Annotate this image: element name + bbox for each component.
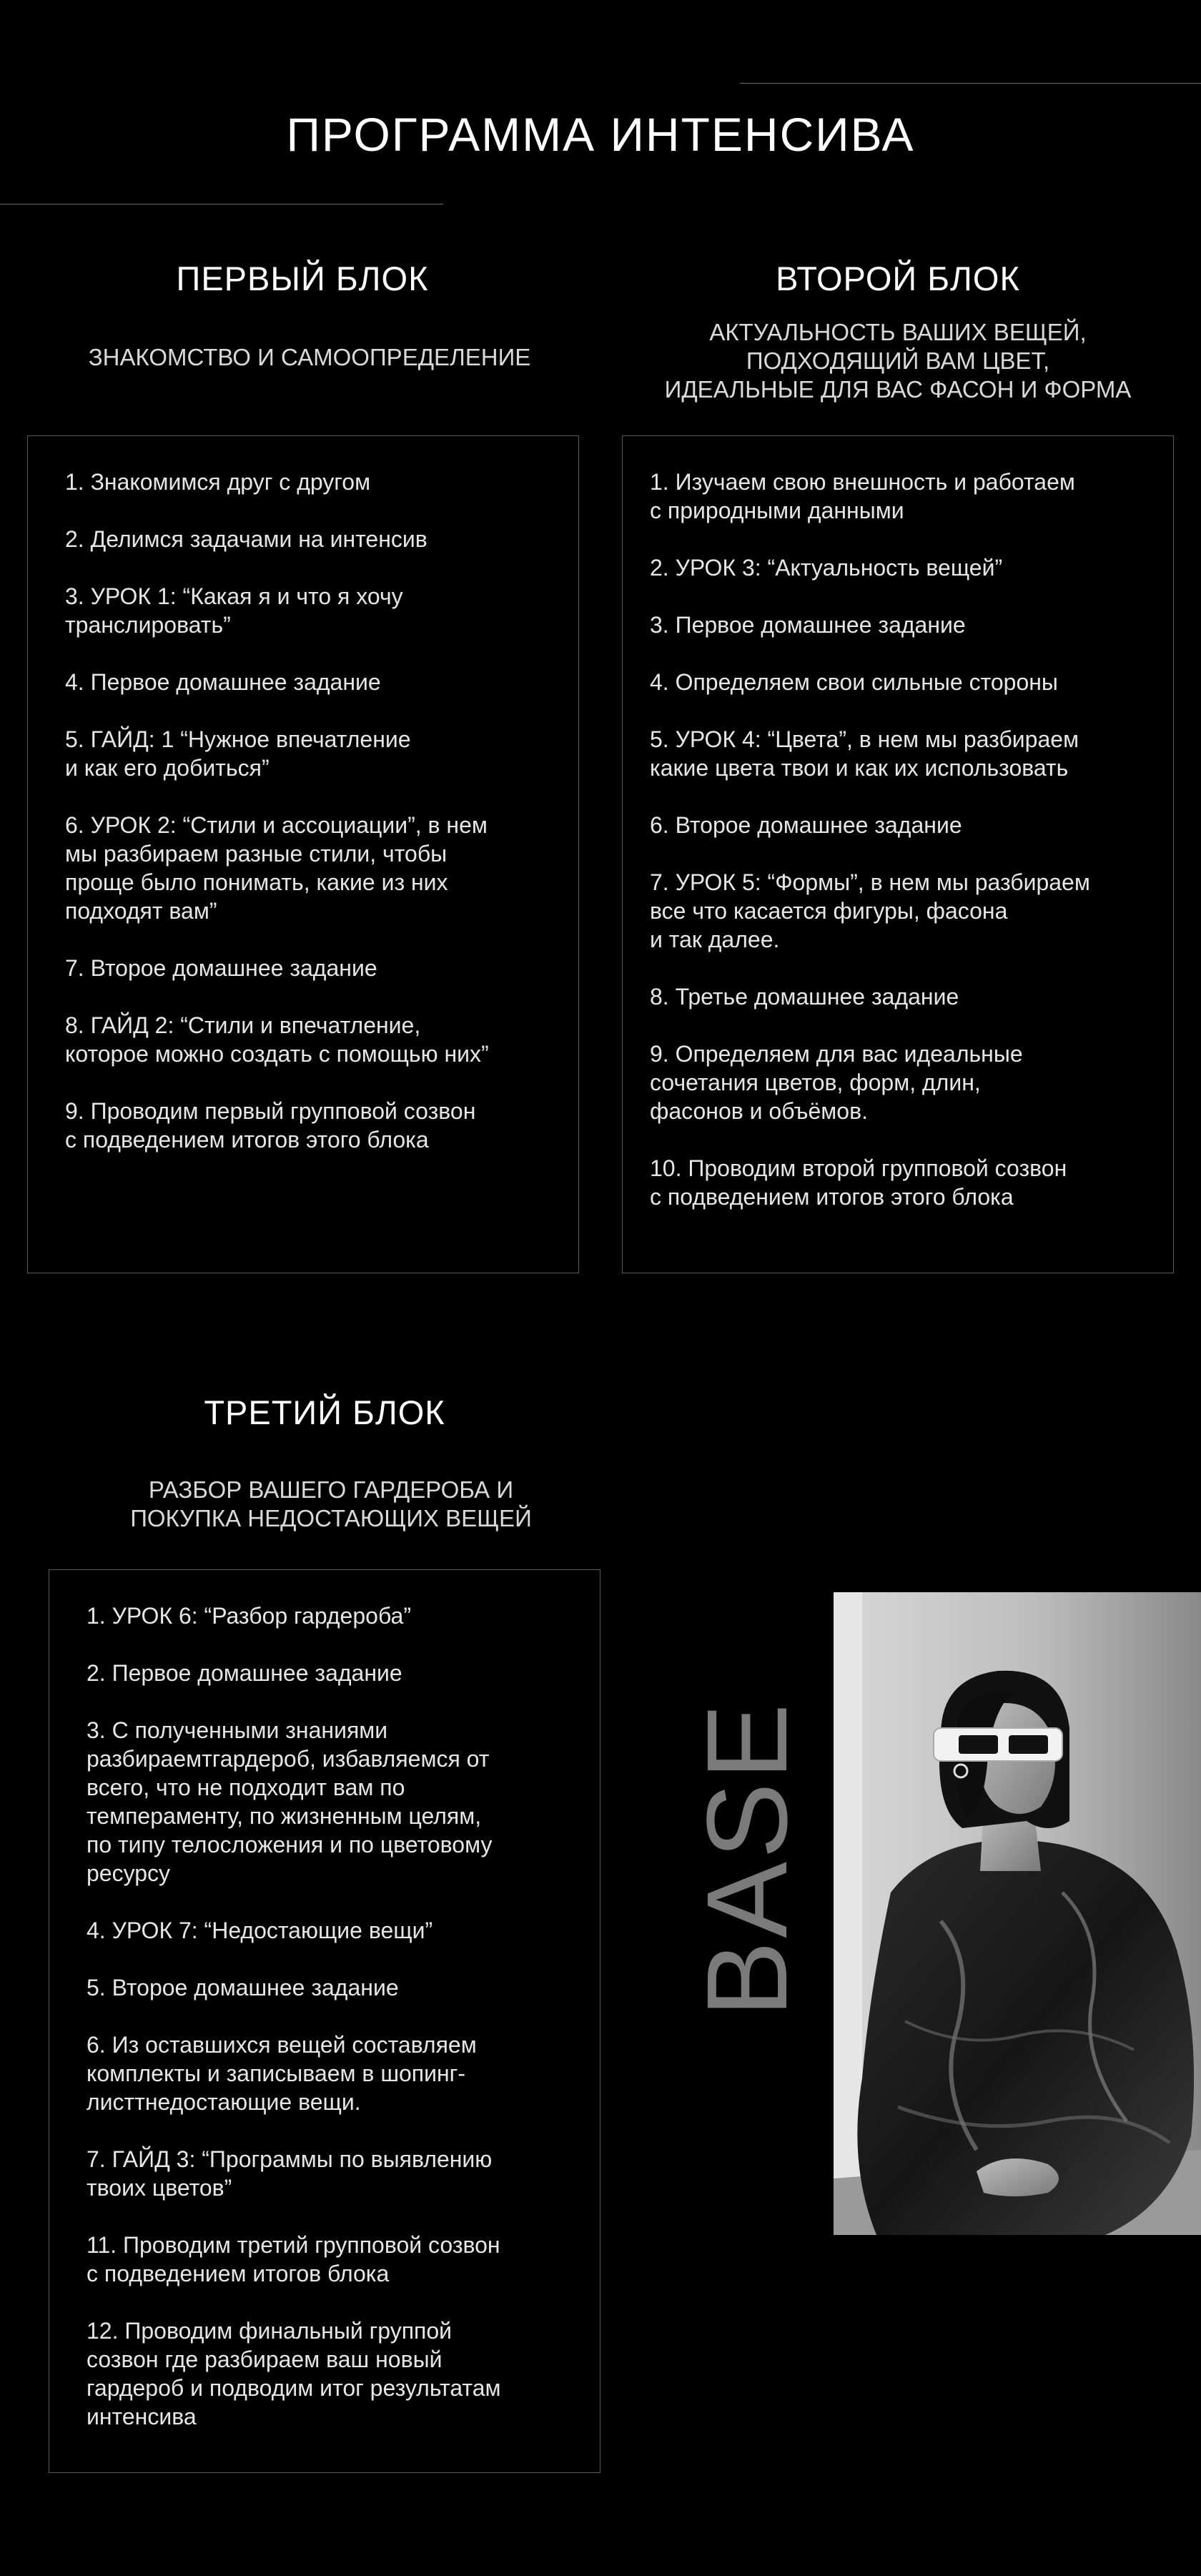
block3-box — [49, 1569, 600, 2473]
block3-list — [49, 1570, 600, 2431]
block3-heading: ТРЕТИЙ БЛОК — [204, 1393, 445, 1431]
list-item: 3. УРОК 1: “Какая я и что я хочу транслировать” — [65, 583, 403, 638]
page-title: ПРОГРАММА ИНТЕНСИВА — [286, 108, 915, 161]
base-label-text: BASE — [683, 1700, 811, 2018]
list-item: 4. УРОК 7: “Недостающие вещи” — [87, 1918, 433, 1943]
list-item: 7. УРОК 5: “Формы”, в нем мы разбираем все что касается фигуры, фасона и так далее. — [650, 869, 1090, 952]
block1-subtitle: ЗНАКОМСТВО И САМООПРЕДЕЛЕНИЕ — [88, 344, 531, 370]
list-item: 8. ГАЙД 2: “Стили и впечатление, которое можно создать с помощью них” — [65, 1012, 489, 1067]
list-item: 3. Первое домашнее задание — [650, 612, 966, 638]
list-item: 3. С полученными знаниями разбираемтгардероб, избавляемся от всего, что не подходит вам по темпераменту, по жизненным целям, по типу телосложения и по цветовому ресурсу — [87, 1717, 493, 1886]
list-item: 5. ГАЙД: 1 “Нужное впечатление и как его добиться” — [65, 726, 411, 781]
list-item: 2. Первое домашнее задание — [87, 1660, 402, 1686]
block2-list — [623, 436, 1173, 1211]
list-item: 11. Проводим третий групповой созвон с подведением итогов блока — [87, 2232, 500, 2286]
block3-subtitle: РАЗБОР ВАШЕГО ГАРДЕРОБА И ПОКУПКА НЕДОСТАЮЩИХ ВЕЩЕЙ — [130, 1476, 532, 1531]
list-item: 12. Проводим финальный группой созвон где разбираем ваш новый гардероб и подводим итог результатам интенсива — [87, 2318, 501, 2429]
list-item: 2. УРОК 3: “Актуальность вещей” — [650, 555, 1003, 581]
block2-heading: ВТОРОЙ БЛОК — [776, 260, 1020, 297]
block2-box — [622, 435, 1174, 1273]
top-right-divider — [740, 83, 1201, 84]
block2-subtitle: АКТУАЛЬНОСТЬ ВАШИХ ВЕЩЕЙ, ПОДХОДЯЩИЙ ВАМ ЦВЕТ, ИДЕАЛЬНЫЕ ДЛЯ ВАС ФАСОН И ФОРМА — [664, 319, 1132, 403]
block1-box — [27, 435, 579, 1273]
list-item: 6. Второе домашнее задание — [650, 812, 962, 838]
list-item: 4. Определяем свои сильные стороны — [650, 669, 1058, 695]
list-item: 8. Третье домашнее задание — [650, 984, 959, 1010]
list-item: 5. УРОК 4: “Цвета”, в нем мы разбираем какие цвета твои и как их использовать — [650, 726, 1079, 781]
list-item: 7. Второе домашнее задание — [65, 955, 377, 981]
model-photo — [834, 1592, 1201, 2235]
list-item: 6. Из оставшихся вещей составляем комплекты и записываем в шопинг- листтнедостающие вещи. — [87, 2032, 477, 2115]
list-item: 9. Определяем для вас идеальные сочетания цветов, форм, длин, фасонов и объёмов. — [650, 1041, 1023, 1124]
list-item: 1. Знакомимся друг с другом — [65, 469, 371, 495]
block1-heading: ПЕРВЫЙ БЛОК — [176, 260, 429, 297]
list-item: 4. Первое домашнее задание — [65, 669, 381, 695]
list-item: 5. Второе домашнее задание — [87, 1975, 399, 2000]
block1-list — [28, 436, 578, 1154]
list-item: 7. ГАЙД 3: “Программы по выявлению твоих цветов” — [87, 2146, 493, 2201]
list-item: 1. Изучаем свою внешность и работаем с природными данными — [650, 469, 1075, 523]
list-item: 9. Проводим первый групповой созвон с подведением итогов этого блока — [65, 1098, 476, 1153]
list-item: 6. УРОК 2: “Стили и ассоциации”, в нем мы разбираем разные стили, чтобы проще было понимать, какие из них подходят вам” — [65, 812, 488, 924]
list-item: 10. Проводим второй групповой созвон с подведением итогов этого блока — [650, 1155, 1067, 1210]
list-item: 2. Делимся задачами на интенсив — [65, 526, 427, 552]
list-item: 1. УРОК 6: “Разбор гардероба” — [87, 1603, 411, 1629]
